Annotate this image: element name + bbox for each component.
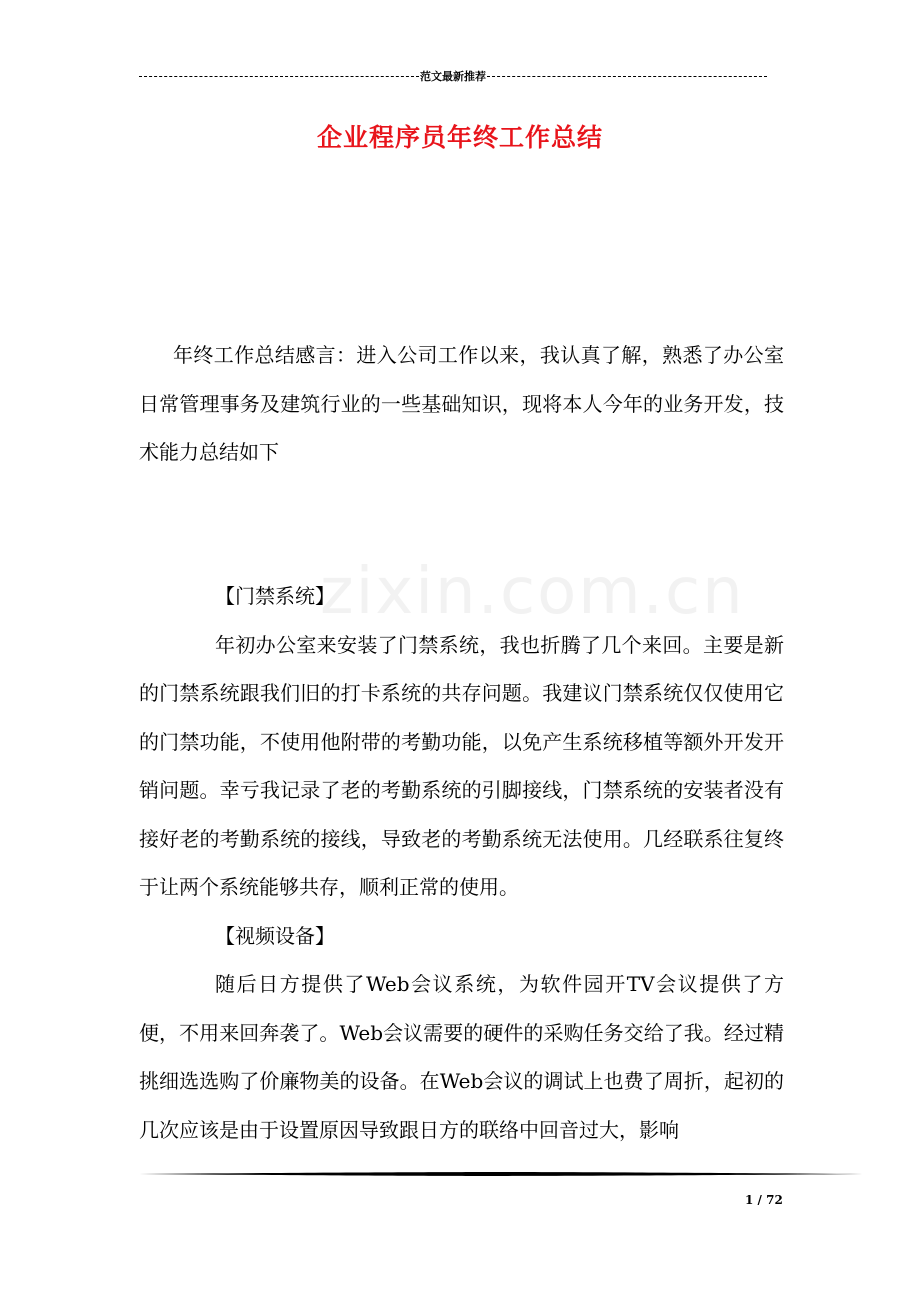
section-heading-video-equipment: 【视频设备】 (215, 923, 335, 948)
section-paragraph-video-equipment: 随后日方提供了Web会议系统，为软件园开TV会议提供了方便，不用来回奔袭了。Web会议需要的硬件的采购任务交给了我。经过精挑细选选购了价廉物美的设备。在Web会议的调试上也费了周折，起初的几次应该是由于设置原因导致跟日方的联络中回音过大，影响 (139, 972, 784, 1142)
watermark: zixin.com.cn (320, 555, 745, 629)
document-body (139, 572, 784, 1154)
document-title: 企业程序员年终工作总结 (316, 123, 603, 152)
header-dash-right (487, 76, 767, 77)
page-header (139, 68, 767, 84)
intro-paragraph: 年终工作总结感言：进入公司工作以来，我认真了解，熟悉了办公室日常管理事务及建筑行业的一些基础知识，现将本人今年的业务开发，技术能力总结如下 (139, 343, 784, 464)
section-paragraph-access-control: 年初办公室来安装了门禁系统，我也折腾了几个来回。主要是新的门禁系统跟我们旧的打卡系统的共存问题。我建议门禁系统仅仅使用它的门禁功能，不使用他附带的考勤功能，以免产生系统移植等额外开发开销问题。幸亏我记录了老的考勤系统的引脚接线，门禁系统的安装者没有接好老的考勤系统的接线，导致老的考勤系统无法使用。几经联系往复终于让两个系统能够共存，顺利正常的使用。 (139, 632, 784, 899)
intro-block (139, 331, 784, 477)
footer-rule (139, 1172, 863, 1176)
section-heading-access-control: 【门禁系统】 (215, 584, 335, 608)
header-dash-left (139, 76, 419, 77)
header-label: 范文最新推荐 (420, 70, 486, 83)
page-number: 1 / 72 (745, 1193, 783, 1207)
